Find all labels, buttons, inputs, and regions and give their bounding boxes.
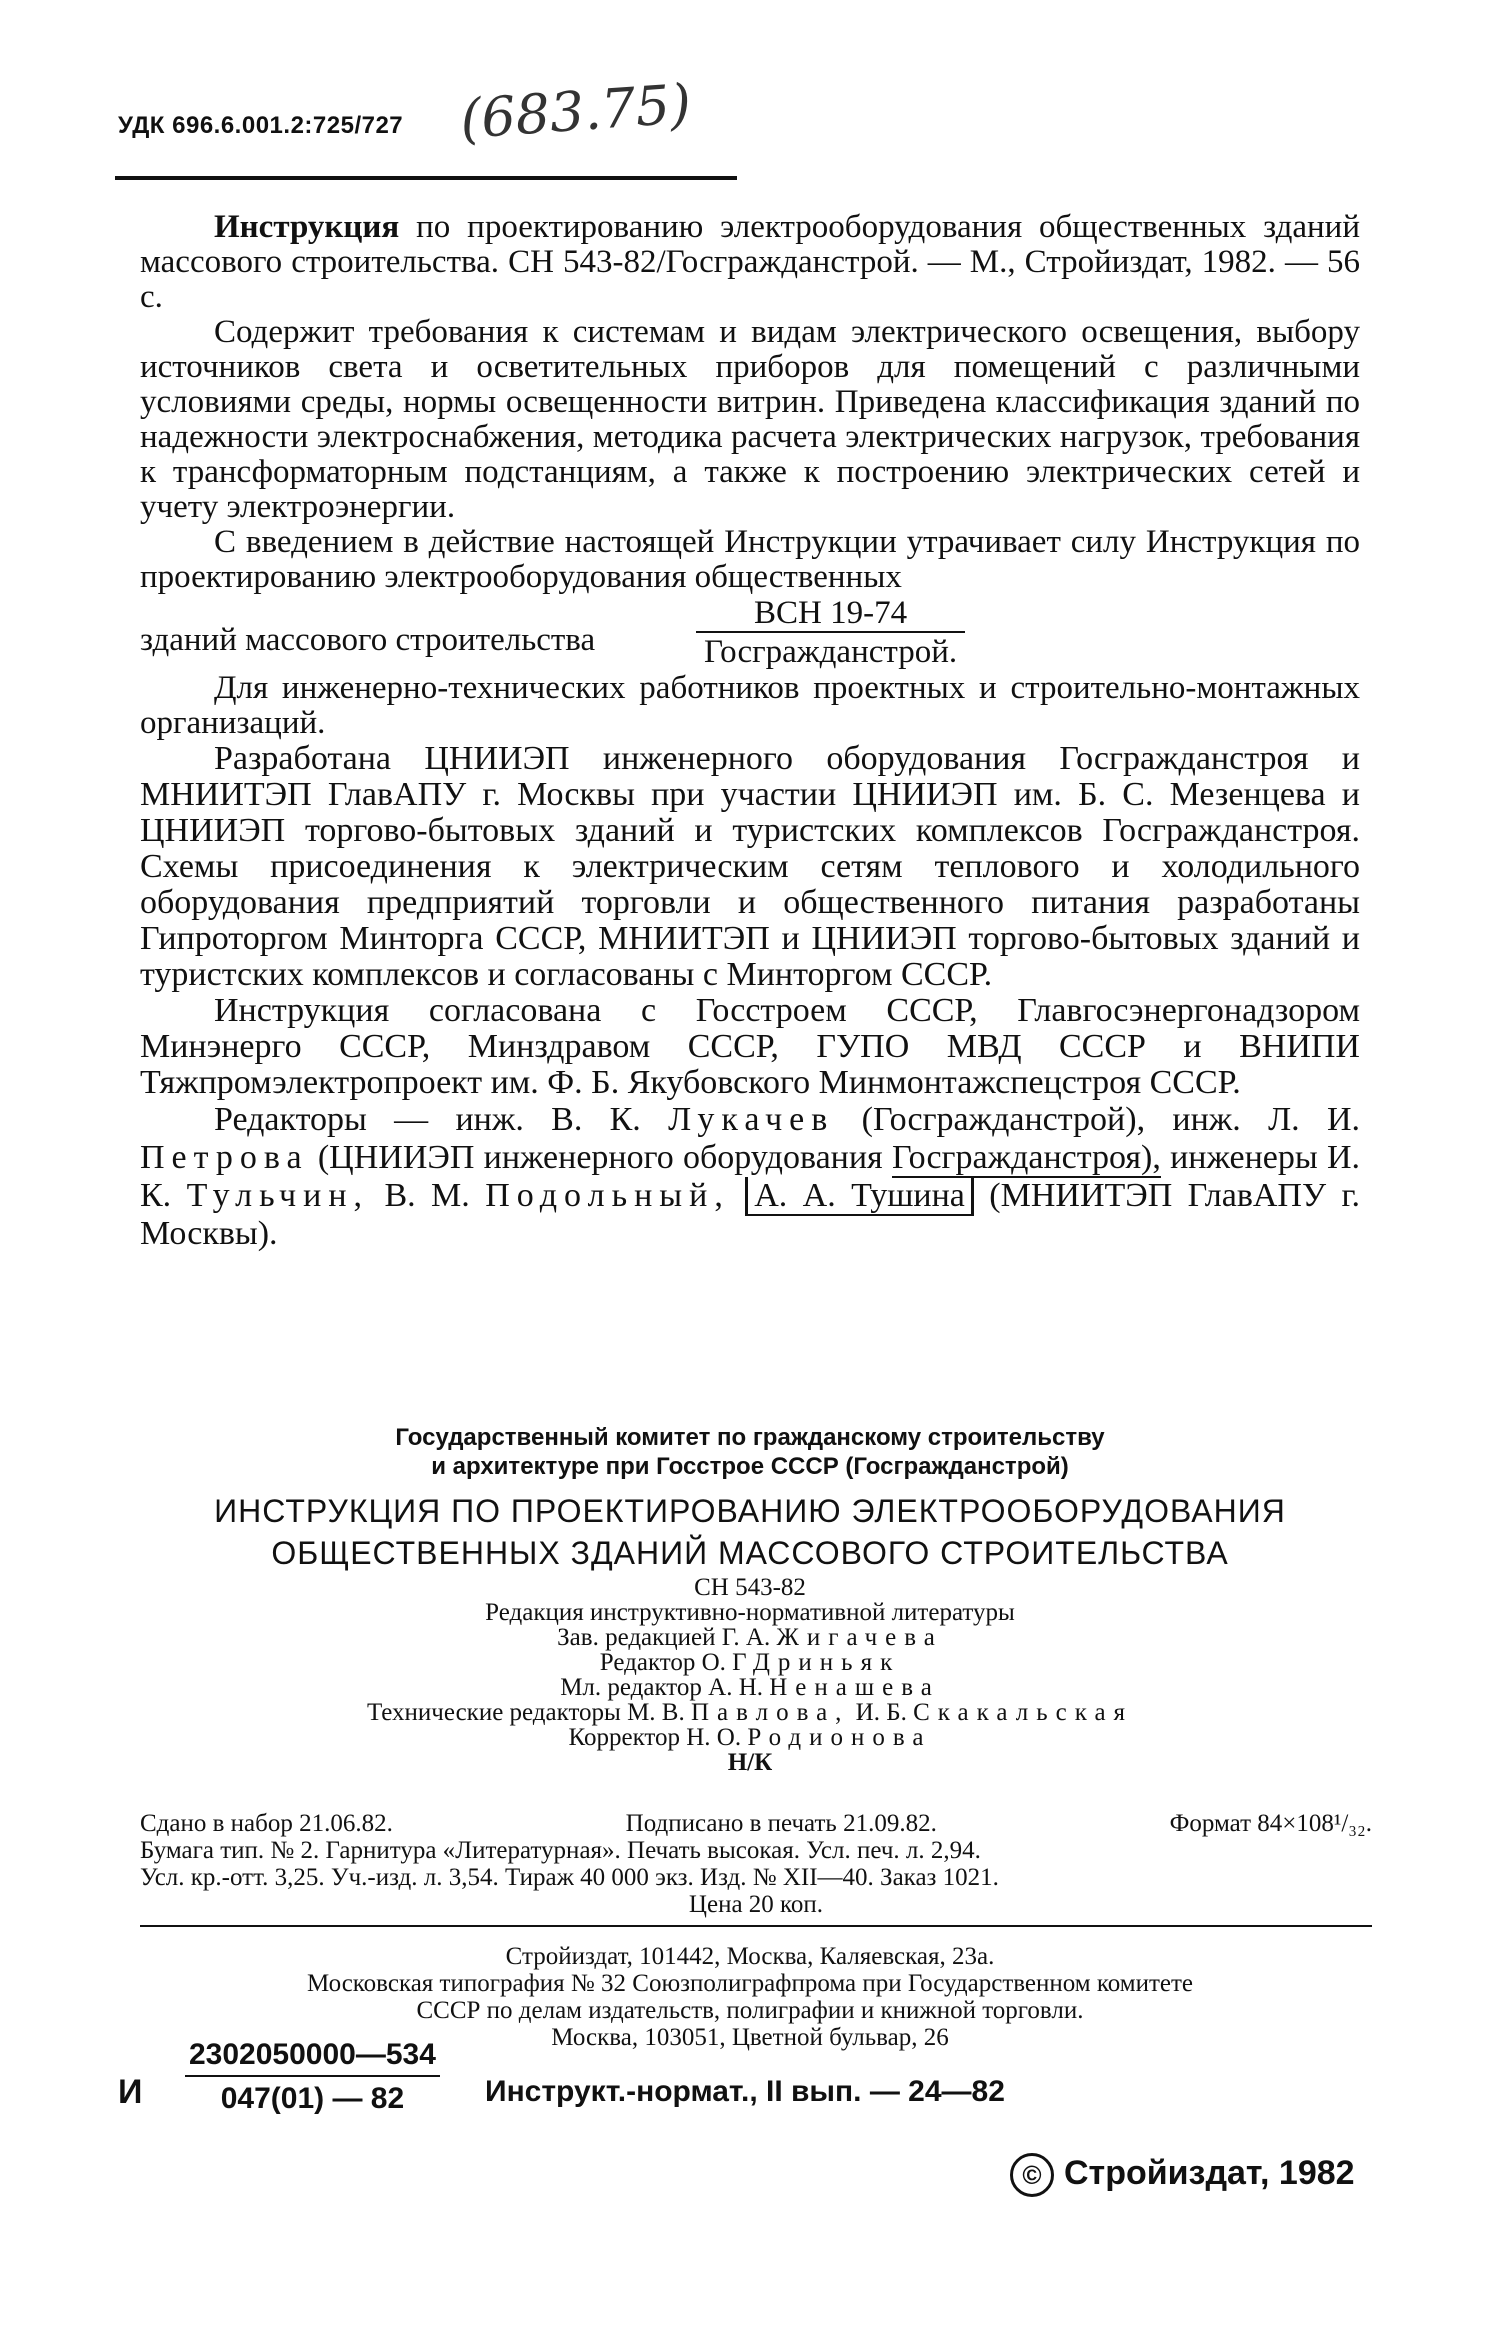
vsn-fraction: [696, 595, 965, 671]
audience-paragraph: Для инженерно-технических работников проектных и строительно-монтажных организаций.: [140, 670, 1360, 741]
contents-paragraph: Содержит требования к системам и видам электрического освещения, выбору источников света и осветительных приборов для помещений с различными условиями среды, нормы освещенности витрин. Приведена классификация зданий по надежности электроснабжения, методика расчета электрических нагрузок, требования к трансформаторным подстанциям, а также к построению электрических сетей и учету электроэнергии.: [140, 314, 1360, 525]
index-denominator: 047(01) — 82: [185, 2075, 440, 2121]
corrector: Корректор Н. О. Родионова: [568, 1724, 932, 1751]
bibliographic-entry: [140, 210, 1360, 315]
print-row-3: Усл. кр.-отт. 3,25. Уч.-изд. л. 3,54. Тираж 40 000 экз. Изд. № XII—40. Заказ 1021.: [140, 1864, 999, 1891]
handwritten-note: (683.75): [458, 72, 694, 151]
editors-paragraph: Редакторы — инж. В. К. Лукачев (Госгражданстрой), инж. Л. И. Петрова (ЦНИИЭП инженерного оборудования Госгражданстроя), инженеры И. К. Тульчин, В. М. Подольный, А. А. Тушина (МНИИТЭП ГлавАПУ г. Москвы).: [140, 1101, 1361, 1252]
vsn-lead-text: зданий массового строительства: [140, 622, 596, 658]
vsn-line: [140, 595, 1360, 671]
series-info: Инструкт.-нормат., II вып. — 24—82: [485, 2075, 1005, 2108]
norm-code: СН 543-82: [694, 1574, 806, 1601]
print-row-1: Сдано в набор 21.06.82. Подписано в печать 21.09.82. Формат 84×108¹/₃₂.: [140, 1810, 1372, 1837]
copyright-text: Стройиздат, 1982: [1064, 2153, 1355, 2192]
publisher-block: Стройиздат, 101442, Москва, Каляевская, 23а. Московская типография № 32 Союзполиграфпрома при Государственном комитете СССР по делам издательств, полиграфии и книжной торговли. Москва, 103051, Цветной бульвар, 26: [306, 1943, 1194, 2051]
book-title: ИНСТРУКЦИЯ ПО ПРОЕКТИРОВАНИЮ ЭЛЕКТРООБОРУДОВАНИЯ ОБЩЕСТВЕННЫХ ЗДАНИЙ МАССОВОГО СТРОИТЕЛЬСТВА: [214, 1493, 1286, 1571]
junior-editor: Мл. редактор А. Н. Ненашева: [560, 1674, 940, 1701]
edition-office: Редакция инструктивно-нормативной литературы: [485, 1599, 1015, 1626]
divider-rule: [140, 1925, 1372, 1927]
nk-mark: Н/К: [727, 1749, 773, 1776]
vsn-authority: Госгражданстрой.: [696, 631, 965, 671]
price: Цена 20 коп.: [688, 1891, 824, 1918]
entry-title: Инструкция: [214, 209, 400, 245]
index-numerator: 2302050000—534: [189, 2038, 436, 2071]
boxed-name: А. А. Тушина: [745, 1177, 974, 1216]
udk-code: УДК 696.6.001.2:725/727: [118, 112, 404, 139]
agreed-paragraph: Инструкция согласована с Госстроем СССР, Главгосэнергонадзором Минэнерго СССР, Минздравом СССР, ГУПО МВД СССР и ВНИПИ Тяжпромэлектропроект им. Ф. Б. Якубовского Минмонтажспецстроя СССР.: [140, 992, 1360, 1101]
print-row-2: Бумага тип. № 2. Гарнитура «Литературная». Печать высокая. Усл. печ. л. 2,94.: [140, 1837, 981, 1864]
editor: Редактор О. Г Дриньяк: [599, 1649, 901, 1676]
supersedes-paragraph: С введением в действие настоящей Инструкции утрачивает силу Инструкция по проектированию электрооборудования общественных: [140, 524, 1360, 595]
credits-block: [140, 1575, 1360, 1775]
technical-editors: Технические редакторы М. В. Павлова, И. Б. Скакальская: [366, 1699, 1134, 1726]
head-of-office: Зав. редакцией Г. А. Жигачева: [557, 1624, 943, 1651]
index-fraction: [185, 2035, 440, 2121]
copyright-notice: [1010, 2153, 1355, 2197]
header-rule: [115, 176, 737, 180]
print-details: [140, 1810, 1372, 1918]
copyright-icon: ©: [1010, 2153, 1054, 2197]
vsn-number: ВСН 19-74: [754, 595, 908, 631]
index-letter: И: [118, 2073, 143, 2111]
committee-heading: Государственный комитет по гражданскому строительству и архитектуре при Госстрое СССР (Госгражданстрой): [395, 1424, 1105, 1480]
annotation-block: [140, 210, 1360, 1253]
developed-paragraph: Разработана ЦНИИЭП инженерного оборудования Госгражданстроя и МНИИТЭП ГлавАПУ г. Москвы при участии ЦНИИЭП им. Б. С. Мезенцева и ЦНИИЭП торгово-бытовых зданий и туристских комплексов Госгражданстроя. Схемы присоединения к электрическим сетям теплового и холодильного оборудования предприятий торговли и общественного питания разработаны Гипроторгом Минторга СССР, МНИИТЭП и ЦНИИЭП торгово-бытовых зданий и туристских комплексов и согласованы с Минторгом СССР.: [140, 740, 1360, 993]
entry-rest: по проектированию электрооборудования общественных зданий массового строительства. СН 543-82/Госгражданстрой. — М., Стройиздат, 1982. — 56 с.: [140, 209, 1360, 315]
